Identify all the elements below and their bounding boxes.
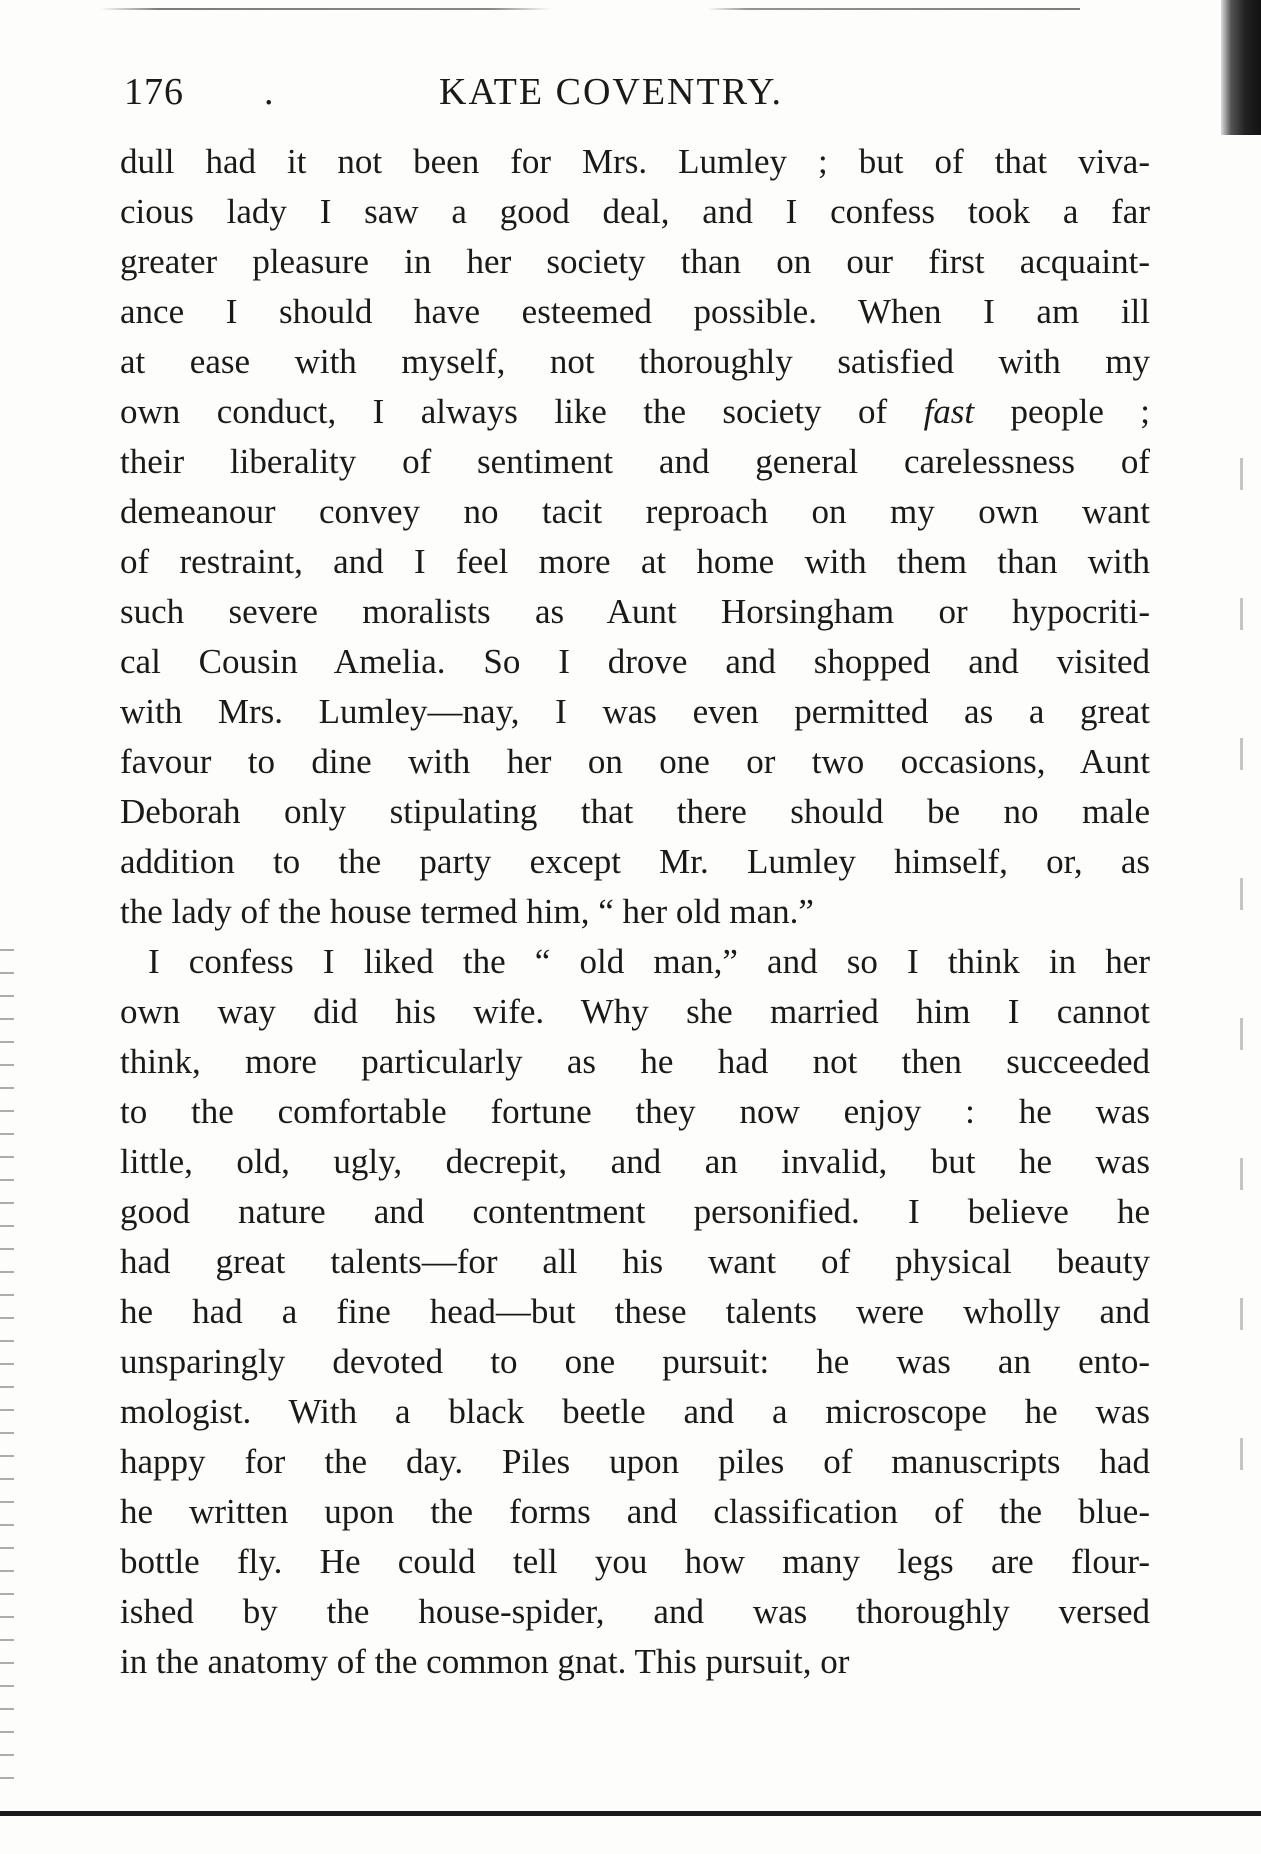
text-line: [120, 937, 1150, 987]
text-segment: good nature and contentment personified. I believe he: [120, 1192, 1150, 1231]
text-segment: own conduct, I always like the society of: [120, 392, 924, 431]
text-line: [120, 1587, 1150, 1637]
scan-right-margin-marks: [1240, 420, 1243, 1500]
running-header: [124, 70, 1144, 130]
text-segment: favour to dine with her on one or two occasions, Aunt: [120, 742, 1150, 781]
text-line: [120, 887, 1150, 937]
text-segment: mologist. With a black beetle and a microscope he was: [120, 1392, 1150, 1431]
text-line: [120, 1287, 1150, 1337]
text-segment: to the comfortable fortune they now enjoy : he was: [120, 1092, 1150, 1131]
header-separator: .: [264, 71, 274, 113]
text-line: [120, 487, 1150, 537]
text-segment: ished by the house-spider, and was thoroughly versed: [120, 1592, 1150, 1631]
text-segment: cal Cousin Amelia. So I drove and shopped and visited: [120, 642, 1150, 681]
text-line: [120, 587, 1150, 637]
text-line: [120, 437, 1150, 487]
text-segment: had great talents—for all his want of physical beauty: [120, 1242, 1150, 1281]
text-segment: I confess I liked the “ old man,” and so I think in her: [148, 942, 1150, 981]
text-line: [120, 1037, 1150, 1087]
text-segment: happy for the day. Piles upon piles of manuscripts had: [120, 1442, 1150, 1481]
text-line: [120, 337, 1150, 387]
text-segment: such severe moralists as Aunt Horsingham or hypocriti-: [120, 592, 1150, 631]
text-line: [120, 987, 1150, 1037]
text-line: [120, 1137, 1150, 1187]
text-segment: in the anatomy of the common gnat. This pursuit, or: [120, 1642, 850, 1681]
text-line: [120, 387, 1150, 437]
text-segment: dull had it not been for Mrs. Lumley ; but of that viva-: [120, 142, 1150, 181]
text-segment: people ;: [974, 392, 1150, 431]
text-line: [120, 1637, 1150, 1687]
scan-left-edge-marks: [0, 940, 14, 1780]
text-segment: he written upon the forms and classification of the blue-: [120, 1492, 1150, 1531]
text-segment: greater pleasure in her society than on our first acquaint-: [120, 242, 1150, 281]
running-title: KATE COVENTRY.: [439, 71, 783, 113]
text-segment: ance I should have esteemed possible. When I am ill: [120, 292, 1150, 331]
page-number: 176: [124, 71, 184, 113]
text-line: [120, 637, 1150, 687]
text-segment: at ease with myself, not thoroughly satisfied with my: [120, 342, 1150, 381]
scan-right-edge-shadow: [1221, 0, 1261, 135]
text-segment: cious lady I saw a good deal, and I confess took a far: [120, 192, 1150, 231]
text-segment: with Mrs. Lumley—nay, I was even permitted as a great: [120, 692, 1150, 731]
body-text: [120, 137, 1150, 1687]
text-line: [120, 1437, 1150, 1487]
text-segment: think, more particularly as he had not then succeeded: [120, 1042, 1150, 1081]
text-segment: he had a fine head—but these talents were wholly and: [120, 1292, 1150, 1331]
text-line: [120, 787, 1150, 837]
text-line: [120, 1337, 1150, 1387]
text-segment: their liberality of sentiment and general carelessness of: [120, 442, 1150, 481]
text-line: [120, 687, 1150, 737]
text-line: [120, 1237, 1150, 1287]
text-line: [120, 237, 1150, 287]
text-segment: addition to the party except Mr. Lumley himself, or, as: [120, 842, 1150, 881]
text-line: [120, 1387, 1150, 1437]
text-segment: demeanour convey no tacit reproach on my own want: [120, 492, 1150, 531]
text-segment: unsparingly devoted to one pursuit: he was an ento-: [120, 1342, 1150, 1381]
text-line: [120, 287, 1150, 337]
text-line: [120, 1187, 1150, 1237]
scan-bottom-rule: [0, 1811, 1261, 1816]
text-line: [120, 1537, 1150, 1587]
text-segment: the lady of the house termed him, “ her old man.”: [120, 892, 814, 931]
text-line: [120, 1087, 1150, 1137]
text-segment: of restraint, and I feel more at home with them than with: [120, 542, 1150, 581]
text-line: [120, 737, 1150, 787]
text-segment: own way did his wife. Why she married him I cannot: [120, 992, 1150, 1031]
text-segment: Deborah only stipulating that there should be no male: [120, 792, 1150, 831]
scan-top-rule: [100, 8, 1080, 10]
italic-emphasis: fast: [923, 392, 975, 431]
text-line: [120, 187, 1150, 237]
text-line: [120, 837, 1150, 887]
text-line: [120, 537, 1150, 587]
text-segment: little, old, ugly, decrepit, and an invalid, but he was: [120, 1142, 1150, 1181]
text-line: [120, 137, 1150, 187]
text-line: [120, 1487, 1150, 1537]
text-segment: bottle fly. He could tell you how many legs are flour-: [120, 1542, 1150, 1581]
